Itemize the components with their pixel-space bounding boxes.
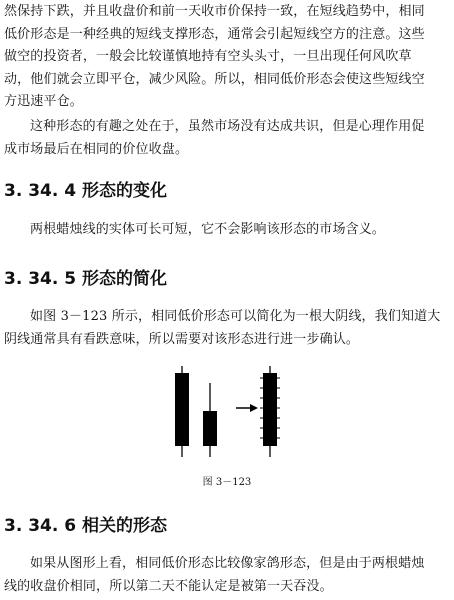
paragraph-line: 线的收盘价相同，所以第二天不能认定是被第一天吞没。 xyxy=(4,578,333,594)
paragraph-line: 然保持下跌，并且收盘价和前一天收市价保持一致，在短线趋势中，相同 xyxy=(4,4,425,19)
paragraph-line: 如图 3－123 所示，相同低价形态可以简化为一根大阴线，我们知道大 xyxy=(30,309,441,324)
paragraph-line: 动，他们就会立即平仓，减少风险。所以，相同低价形态会使这些短线空 xyxy=(4,71,425,87)
section-heading-simplification: 3. 34. 5 形态的简化 xyxy=(4,269,167,289)
single-long-black-candle xyxy=(260,366,280,457)
section-heading-related: 3. 34. 6 相关的形态 xyxy=(4,516,167,536)
paragraph-line: 如果从图形上看，相同低价形态比较像家鸽形态，但是由于两根蜡烛 xyxy=(30,556,425,571)
paragraph-line: 两根蜡烛线的实体可长可短，它不会影响该形态的市场含义。 xyxy=(30,222,386,237)
figure-caption: 图 3－123 xyxy=(202,477,252,488)
right-arrow-icon xyxy=(236,404,258,412)
section-heading-variation: 3. 34. 4 形态的变化 xyxy=(4,181,167,201)
paragraph-line: 方迅速平仓。 xyxy=(4,94,83,109)
paragraph-line: 这种形态的有趣之处在于，虽然市场没有达成共识，但是心理作用促 xyxy=(30,119,425,134)
paragraph-line: 成市场最后在相同的价位收盘。 xyxy=(4,141,189,157)
paragraph-line: 阴线通常具有看跌意味，所以需要对该形态进行进一步确认。 xyxy=(4,332,360,347)
large-black-candle xyxy=(175,366,189,457)
small-black-candle xyxy=(203,383,217,457)
paragraph-line: 低价形态是一种经典的短线支撑形态，通常会引起短线空方的注意。这些 xyxy=(4,26,425,42)
paragraph-line: 做空的投资者，一般会比较谨慎地持有空头头寸，一旦出现任何风吹草 xyxy=(4,49,412,64)
